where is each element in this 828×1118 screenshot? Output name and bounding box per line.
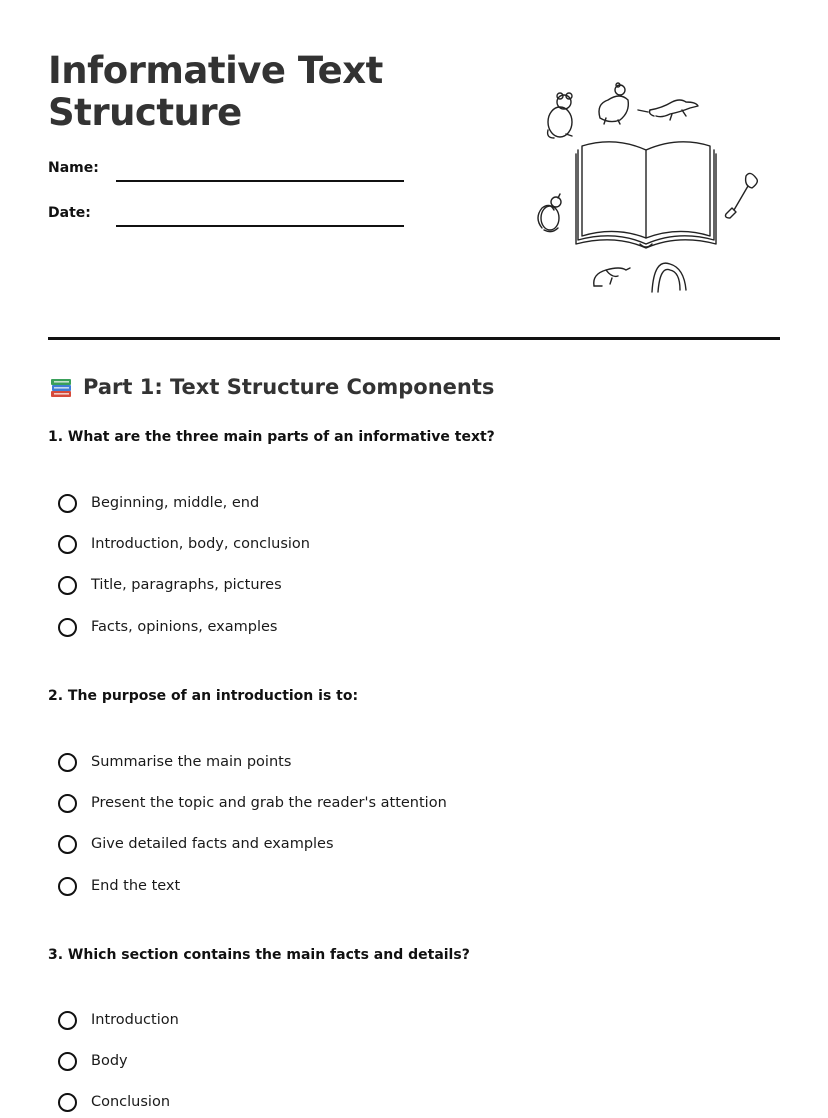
question-3: 3. Which section contains the main facts and details?: [48, 947, 470, 963]
question-1: 1. What are the three main parts of an informative text?: [48, 429, 495, 445]
radio-button[interactable]: [58, 1011, 77, 1030]
q1-option-4[interactable]: [58, 614, 277, 640]
q2-option-2[interactable]: [58, 790, 447, 816]
book-animals-illustration: [520, 78, 790, 300]
worksheet-title: Informative Text Structure: [48, 49, 383, 134]
q1-option-2[interactable]: [58, 531, 310, 557]
radio-button[interactable]: [58, 494, 77, 513]
section-divider: [48, 337, 780, 340]
option-label: Beginning, middle, end: [91, 495, 260, 511]
q2-option-4[interactable]: [58, 873, 180, 899]
option-label: Give detailed facts and examples: [91, 836, 334, 852]
q2-option-1[interactable]: [58, 749, 291, 775]
mole-icon: [594, 268, 630, 286]
part1-heading: [48, 374, 494, 400]
radio-button[interactable]: [58, 794, 77, 813]
name-label: Name:: [48, 160, 99, 176]
q1-option-3[interactable]: [58, 572, 282, 598]
option-label: Body: [91, 1053, 128, 1069]
name-field[interactable]: [116, 180, 404, 182]
radio-button[interactable]: [58, 576, 77, 595]
fox-icon: [638, 100, 698, 120]
q3-option-2[interactable]: [58, 1048, 128, 1074]
question-2: 2. The purpose of an introduction is to:: [48, 688, 359, 704]
rat-icon: [548, 93, 572, 138]
radio-button[interactable]: [58, 1093, 77, 1112]
arch-icon: [652, 263, 686, 292]
radio-button[interactable]: [58, 877, 77, 896]
marmot-icon: [599, 83, 628, 124]
part1-heading-text: Part 1: Text Structure Components: [83, 375, 495, 399]
option-label: Facts, opinions, examples: [91, 619, 278, 635]
radio-button[interactable]: [58, 835, 77, 854]
option-label: Summarise the main points: [91, 754, 292, 770]
date-field[interactable]: [116, 225, 404, 227]
radio-button[interactable]: [58, 535, 77, 554]
radio-button[interactable]: [58, 753, 77, 772]
option-label: Title, paragraphs, pictures: [91, 577, 282, 593]
squirrel-icon: [538, 194, 561, 232]
option-label: Conclusion: [91, 1094, 171, 1110]
option-label: Introduction: [91, 1012, 179, 1028]
q3-option-3[interactable]: [58, 1089, 170, 1115]
option-label: End the text: [91, 878, 181, 894]
q2-option-3[interactable]: [58, 831, 334, 857]
radio-button[interactable]: [58, 1052, 77, 1071]
radio-button[interactable]: [58, 618, 77, 637]
q1-option-1[interactable]: [58, 490, 259, 516]
option-label: Present the topic and grab the reader's attention: [91, 795, 447, 811]
torch-icon: [726, 173, 758, 218]
q3-option-1[interactable]: [58, 1007, 179, 1033]
date-label: Date:: [48, 205, 91, 221]
books-icon: [48, 374, 74, 400]
book-icon: [576, 142, 716, 248]
option-label: Introduction, body, conclusion: [91, 536, 310, 552]
